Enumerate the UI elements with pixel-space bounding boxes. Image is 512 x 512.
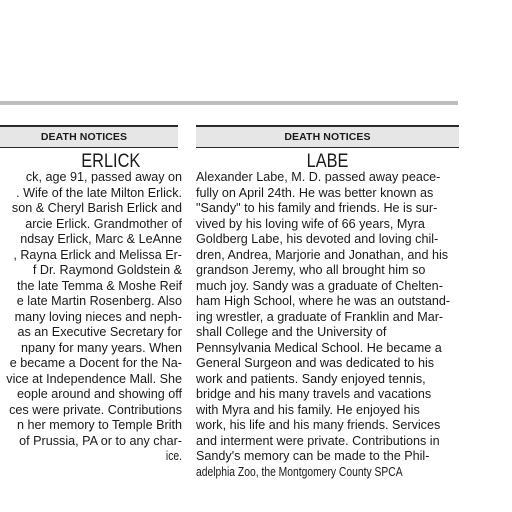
section-header: DEATH NOTICES [0, 125, 178, 148]
notice-line: work and patients. Sandy enjoyed tennis, [196, 371, 426, 386]
notice-line: n her memory to Temple Brith [17, 418, 182, 432]
notice-line: of Prussia, PA or to any char- [19, 433, 182, 448]
notice-line: ces were private. Contributions [9, 402, 182, 417]
notice-line: adelphia Zoo, the Montgomery County SPCA [196, 464, 403, 479]
notice-line: "Sandy" to his family and friends. He is sur- [196, 201, 438, 215]
notice-line: ck, age 91, passed away on [25, 170, 182, 184]
top-divider-rule [0, 101, 458, 105]
notice-line: ham High School, where he was an outstand- [196, 294, 451, 308]
notice-line: fully on April 24th. He was better known as [196, 185, 434, 200]
notice-line: eople around and showing off [16, 387, 182, 401]
notice-line: shall College and the University of [196, 325, 387, 339]
notice-line: arcie Erlick. Grandmother of [25, 216, 182, 231]
notice-line: ing wrestler, a graduate of Franklin and Mar- [196, 309, 444, 324]
death-notice-erlick [0, 125, 182, 465]
notice-line: Alexander Labe, M. D. passed away peace- [196, 170, 441, 184]
notice-line: e became a Docent for the Na- [9, 356, 182, 370]
notice-line: dren, Andrea, Marjorie and Jonathan, and his [196, 247, 449, 262]
deceased-name: ERLICK [81, 151, 141, 172]
notice-line: many loving nieces and neph- [14, 309, 182, 324]
notice-line: f Dr. Raymond Goldstein & [32, 263, 182, 277]
notice-line: and interment were private. Contributions in [196, 433, 440, 448]
notice-line: npany for many years. When [21, 340, 182, 355]
notice-line: work, his life and his many friends. Services [196, 418, 441, 432]
notice-line: . Wife of the late Milton Erlick. [16, 185, 182, 200]
notice-line: grandson Jeremy, who all brought him so [196, 263, 426, 277]
notice-line: ndsay Erlick, Marc & LeAnne [20, 232, 182, 246]
notice-body [0, 170, 182, 465]
notice-line: much joy. Sandy was a graduate of Chelten- [196, 278, 443, 293]
notice-line: bridge and his many travels and vacations [196, 387, 432, 401]
notice-line: Sandy's memory can be made to the Phil- [196, 449, 430, 463]
notice-line: the late Temma & Moshe Reif [17, 278, 182, 293]
notice-line: General Surgeon and was dedicated to his [196, 356, 435, 370]
notice-line: Goldberg Labe, his devoted and loving chil- [196, 232, 439, 246]
notice-body [196, 170, 459, 480]
notice-line: as an Executive Secretary for [17, 325, 182, 339]
notice-line: with Myra and his family. He enjoyed his [196, 402, 420, 417]
deceased-name: LABE [306, 151, 349, 172]
death-notice-labe [196, 125, 459, 480]
notice-line: e late Martin Rosenberg. Also [16, 294, 182, 308]
notice-line: vice at Independence Mall. She [6, 371, 182, 386]
section-header: DEATH NOTICES [196, 125, 459, 148]
notice-line: ice. [165, 449, 182, 463]
notice-line: son & Cheryl Barish Erlick and [11, 201, 182, 215]
notice-line: Pennsylvania Medical School. He became a [196, 340, 442, 355]
notice-line: , Rayna Erlick and Melissa Er- [13, 247, 182, 262]
notice-line: vived by his loving wife of 66 years, Myra [196, 216, 425, 231]
